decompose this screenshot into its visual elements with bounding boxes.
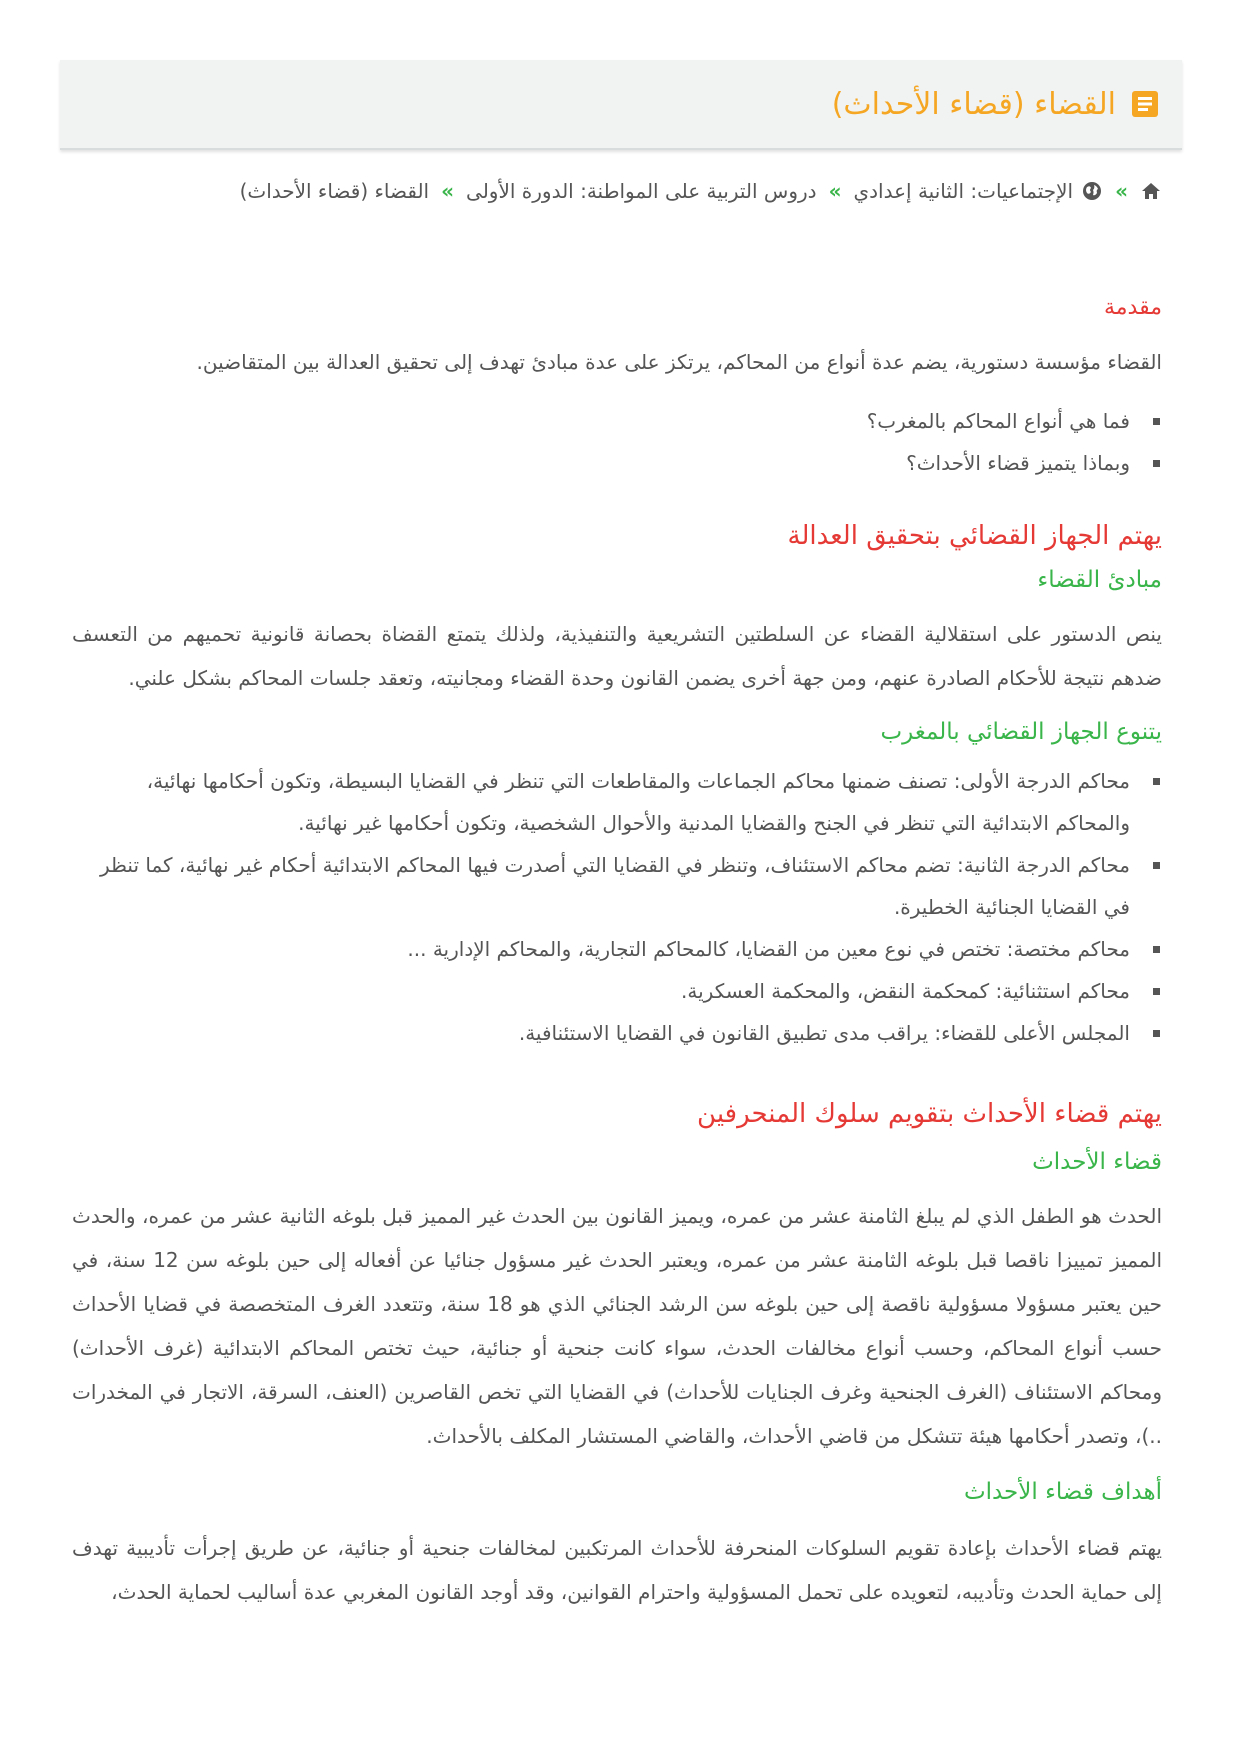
subheading-court-types: يتنوع الجهاز القضائي بالمغرب (880, 719, 1162, 745)
breadcrumb (240, 176, 1162, 206)
list-item: محاكم استثنائية: كمحكمة النقض، والمحكمة العسكرية. (72, 970, 1130, 1012)
court-types-list (72, 760, 1162, 1054)
intro-questions (72, 400, 1162, 484)
principles-text: ينص الدستور على استقلالية القضاء عن السلطتين التشريعية والتنفيذية، ولذلك يتمتع القضاة بحصانة قانونية تحميهم من التعسف ضدهم نتيجة للأحكام الصادرة عنهم، ومن جهة أخرى يضمن القانون وحدة القضاء ومجانيته، وتعقد جلسات المحاكم بشكل علني. (72, 622, 1162, 690)
goals-text: يهتم قضاء الأحداث بإعادة تقويم السلوكات المنحرفة للأحداث المرتكبين لمخالفات جنحية أو جنائية، عن طريق إجرأت تأديبية تهدف إلى حماية الحدث وتأديبه، لتعويده على تحمل المسؤولية واحترام القوانين، وقد أوجد القانون المغربي عدة أساليب لحماية الحدث، (72, 1536, 1162, 1604)
breadcrumb-separator: » (441, 179, 455, 203)
list-item: محاكم مختصة: تختص في نوع معين من القضايا، كالمحاكم التجارية، والمحاكم الإدارية ... (72, 928, 1130, 970)
list-item: وبماذا يتميز قضاء الأحداث؟ (72, 442, 1130, 484)
home-icon[interactable] (1140, 180, 1162, 202)
subheading-juvenile-justice: قضاء الأحداث (1032, 1149, 1162, 1175)
breadcrumb-label: الإجتماعيات: الثانية إعدادي (853, 179, 1074, 203)
breadcrumb-separator: » (1115, 179, 1128, 203)
intro-heading: مقدمة (1103, 295, 1162, 320)
subheading-juvenile-goals: أهداف قضاء الأحداث (963, 1479, 1162, 1505)
list-item: محاكم الدرجة الأولى: تصنف ضمنها محاكم الجماعات والمقاطعات التي تنظر في القضايا البسيطة، وتكون أحكامها نهائية، والمحاكم الابتدائية التي تنظر في الجنح والقضايا المدنية والأحوال الشخصية، وتكون أحكامها غير نهائية. (72, 760, 1130, 844)
page-title: القضاء (قضاء الأحداث) (831, 86, 1116, 122)
subheading-principles: مبادئ القضاء (1037, 567, 1162, 593)
document-icon (1130, 89, 1160, 119)
breadcrumb-item-current: القضاء (قضاء الأحداث) (239, 179, 430, 203)
section-heading-juvenile: يهتم قضاء الأحداث بتقويم سلوك المنحرفين (697, 1099, 1162, 1129)
globe-icon (1081, 180, 1103, 202)
intro-text: القضاء مؤسسة دستورية، يضم عدة أنواع من المحاكم، يرتكز على عدة مبادئ تهدف إلى تحقيق العدالة بين المتقاضين. (196, 350, 1162, 374)
breadcrumb-separator: » (828, 179, 842, 203)
title-bar (60, 60, 1182, 150)
juvenile-text: الحدث هو الطفل الذي لم يبلغ الثامنة عشر من عمره، ويميز القانون بين الحدث غير المميز قبل بلوغه الثانية عشر من عمره، والحدث المميز تمييزا ناقصا قبل بلوغه الثامنة عشر من عمره، ويعتبر الحدث غير مسؤول جنائيا عن أفعاله إلى حين بلوغه سن 12 سنة، في حين يعتبر مسؤولا مسؤولية ناقصة إلى حين بلوغه سن الرشد الجنائي الذي هو 18 سنة، وتتعدد الغرف المتخصصة في قضايا الأحداث حسب أنواع المحاكم، وحسب أنواع مخالفات الحدث، سواء كانت جنحية أو جنائية، حيث تختص المحاكم الابتدائية (غرف الأحداث) ومحاكم الاستئناف (الغرف الجنحية وغرف الجنايات للأحداث) في القضايا التي تخص القاصرين (العنف، السرقة، الاتجار في المخدرات ..)، وتصدر أحكامها هيئة تتشكل من قاضي الأحداث، والقاضي المستشار المكلف بالأحداث. (72, 1204, 1162, 1448)
breadcrumb-item-social-studies[interactable] (854, 179, 1104, 203)
article-content (72, 290, 1162, 1614)
section-heading-justice: يهتم الجهاز القضائي بتحقيق العدالة (787, 521, 1162, 551)
list-item: المجلس الأعلى للقضاء: يراقب مدى تطبيق القانون في القضايا الاستئنافية. (72, 1012, 1130, 1054)
list-item: فما هي أنواع المحاكم بالمغرب؟ (72, 400, 1130, 442)
list-item: محاكم الدرجة الثانية: تضم محاكم الاستئناف، وتنظر في القضايا التي أصدرت فيها المحاكم الابتدائية أحكام غير نهائية، كما تنظر في القضايا الجنائية الخطيرة. (72, 844, 1130, 928)
breadcrumb-item-citizenship-lessons[interactable]: دروس التربية على المواطنة: الدورة الأولى (466, 179, 817, 203)
